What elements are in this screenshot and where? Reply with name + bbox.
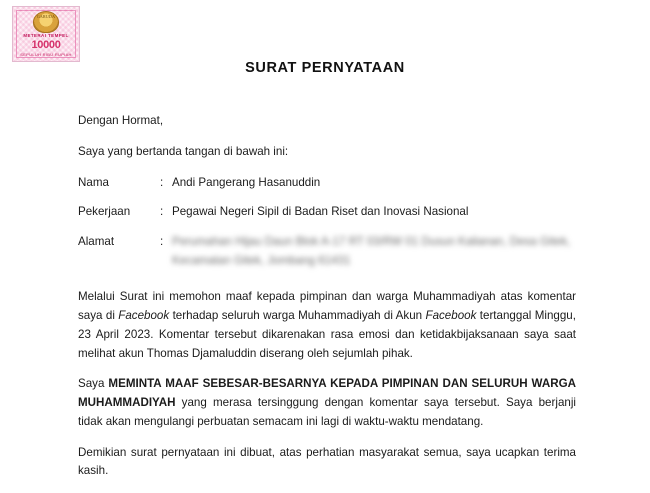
paragraph-apology-statement: [78, 375, 576, 431]
field-label-alamat: Alamat: [78, 235, 115, 249]
page-title: SURAT PERNYATAAN: [245, 60, 405, 76]
identity-fields: [78, 174, 576, 271]
document-body: [78, 112, 576, 493]
field-value-nama: Andi Pangerang Hasanuddin: [172, 175, 321, 189]
p2-tail: yang merasa tersinggung dengan komentar saya tersebut. Saya berjanji tidak akan mengulangi perbuatan semacam ini lagi di waktu-waktu mendatang.: [78, 396, 576, 428]
paragraph-closing: Demikian surat pernyataan ini dibuat, atas perhatian masyarakat semua, saya ucapkan terima kasih.: [78, 445, 576, 478]
paragraph-apology-context: [78, 288, 576, 363]
field-row: [78, 174, 576, 193]
intro-line: Saya yang bertanda tangan di bawah ini:: [78, 144, 289, 158]
field-label-nama: Nama: [78, 175, 109, 189]
p1-part-2: terhadap seluruh warga Muhammadiyah di Akun: [169, 309, 426, 322]
field-value-alamat-redacted: Perumahan Hijau Daun Blok A-17 RT 03/RW 01 Dusun Kalianan, Desa Gitek, Kecamatan Gitek, Jombang 61431: [172, 235, 571, 267]
field-colon: :: [160, 205, 164, 219]
p2-lead: Saya: [78, 377, 109, 391]
stamp-crest-text: GARUDA: [36, 14, 56, 19]
field-value-pekerjaan: Pegawai Negeri Sipil di Badan Riset dan Inovasi Nasional: [172, 205, 469, 219]
p1-italic-1: Facebook: [118, 309, 170, 322]
greeting-line: Dengan Hormat,: [78, 114, 164, 127]
stamp-value: 10000: [31, 39, 61, 51]
field-label-pekerjaan: Pekerjaan: [78, 205, 131, 219]
stamp-label: METERAI TEMPEL: [23, 33, 69, 38]
field-row: [78, 203, 576, 222]
field-colon: :: [160, 235, 164, 249]
p1-part-3: tertanggal Minggu, 23 April 2023. Komentar tersebut dikarenakan rasa emosi dan ketidakbijaksanaan saya saat melihat akun Thomas Djamaluddin diserang oleh sejumlah pihak.: [78, 309, 576, 360]
p1-italic-2: Facebook: [425, 309, 477, 322]
field-row: [78, 233, 576, 270]
p1-part-1: Melalui Surat ini memohon maaf kepada pimpinan dan warga Muhammadiyah atas komentar saya di: [78, 290, 576, 322]
field-colon: :: [160, 175, 164, 189]
stamp-bottom-text: SEPULUH RIBU RUPIAH: [20, 52, 72, 57]
p2-emphasis: MEMINTA MAAF SEBESAR-BESARNYA KEPADA PIMPINAN DAN SELURUH WARGA MUHAMMADIYAH: [78, 377, 576, 410]
revenue-stamp: [12, 6, 80, 62]
